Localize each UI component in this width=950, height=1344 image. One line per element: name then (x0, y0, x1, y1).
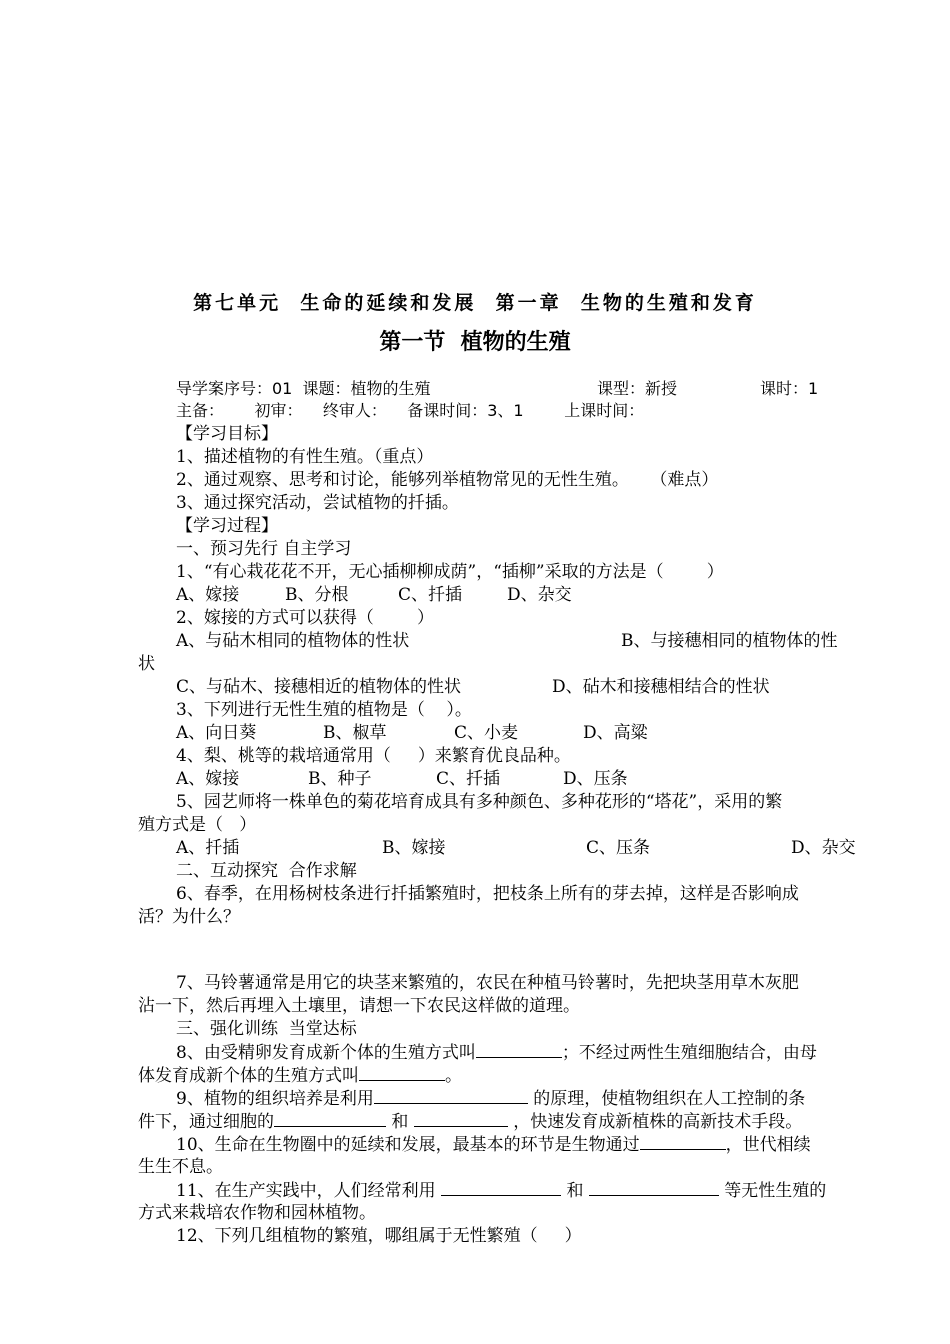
answer-blank[interactable] (441, 1179, 561, 1196)
answer-blank[interactable] (374, 1087, 528, 1104)
option: A、向日葵 (176, 723, 257, 743)
question-10: 10、生命在生物圈中的延续和发展，最基本的环节是生物通过 ，世代相续 (176, 1135, 811, 1155)
answer-blank[interactable] (274, 1110, 386, 1127)
answer-blank[interactable] (589, 1179, 719, 1196)
answer-blank[interactable] (359, 1064, 445, 1081)
info-staff: 主备： 初审： 终审人： 备课时间：3、1 上课时间： (176, 401, 645, 420)
part-three-heading: 三、强化训练 当堂达标 (176, 1019, 357, 1039)
option: B、嫁接 (382, 838, 446, 858)
question-5-cont: 殖方式是（ ） (138, 815, 257, 835)
option: C、扦插 (398, 585, 463, 605)
option: A、与砧木相同的植物体的性状 (176, 631, 410, 651)
goals-heading: 【学习目标】 (176, 424, 278, 444)
part-one-heading: 一、预习先行 自主学习 (176, 539, 352, 559)
option: D、高粱 (583, 723, 648, 743)
option: B、种子 (308, 769, 372, 789)
question-12: 12、下列几组植物的繁殖，哪组属于无性繁殖（ ） (176, 1226, 582, 1246)
question-7-cont: 沾一下，然后再埋入土壤里，请想一下农民这样做的道理。 (138, 996, 580, 1016)
goal-item: 2、通过观察、思考和讨论，能够列举植物常见的无性生殖。 （难点） (176, 470, 719, 490)
question-7: 7、马铃薯通常是用它的块茎来繁殖的，农民在种植马铃薯时，先把块茎用草木灰肥 (176, 973, 799, 993)
question-6: 6、春季，在用杨树枝条进行扦插繁殖时，把枝条上所有的芽去掉，这样是否影响成 (176, 884, 799, 904)
option: A、嫁接 (176, 769, 240, 789)
option: C、与砧木、接穗相近的植物体的性状 (176, 677, 462, 697)
question-3: 3、下列进行无性生殖的植物是（ ）。 (176, 700, 472, 720)
option: D、压条 (563, 769, 628, 789)
question-8: 8、由受精卵发育成新个体的生殖方式叫 ；不经过两性生殖细胞结合，由母 (176, 1043, 817, 1063)
option: A、扦插 (176, 838, 240, 858)
question-11: 11、在生产实践中，人们经常利用 和 等无性生殖的 (176, 1181, 827, 1201)
option: C、压条 (586, 838, 651, 858)
question-4: 4、梨、桃等的栽培通常用（ ）来繁育优良品种。 (176, 746, 571, 766)
option: D、杂交 (791, 838, 856, 858)
option: D、砧木和接穗相结合的性状 (552, 677, 770, 697)
unit-title: 第七单元 生命的延续和发展 第一章 生物的生殖和发育 (193, 292, 757, 314)
answer-blank[interactable] (476, 1041, 562, 1058)
info-type: 课型：新授 (597, 379, 678, 398)
question-2: 2、嫁接的方式可以获得（ ） (176, 608, 435, 628)
answer-blank[interactable] (414, 1110, 508, 1127)
process-heading: 【学习过程】 (176, 516, 278, 536)
question-1: 1、“有心栽花花不开，无心插柳柳成荫”，“插柳”采取的方法是（ ） (176, 562, 724, 582)
option: B、与接穗相同的植物体的性 (621, 631, 838, 651)
part-two-heading: 二、互动探究 合作求解 (176, 861, 357, 881)
option: C、扦插 (436, 769, 501, 789)
info-lesson: 导学案序号：01 课题：植物的生殖 (176, 379, 431, 398)
goal-item: 3、通过探究活动，尝试植物的扦插。 (176, 493, 459, 513)
option: A、嫁接 (176, 585, 240, 605)
option-continued: 状 (138, 654, 155, 674)
option: B、分根 (285, 585, 349, 605)
answer-blank[interactable] (640, 1133, 726, 1150)
question-5: 5、园艺师将一株单色的菊花培育成具有多种颜色、多种花形的“塔花”，采用的繁 (176, 792, 783, 812)
goal-item: 1、描述植物的有性生殖。（重点） (176, 447, 434, 467)
question-9-cont: 件下，通过细胞的 和 ，快速发育成新植株的高新技术手段。 (138, 1112, 803, 1132)
question-6-cont: 活？为什么？ (138, 907, 240, 927)
info-period: 课时：1 (760, 379, 819, 398)
option: B、椒草 (323, 723, 387, 743)
section-title: 第一节 植物的生殖 (379, 330, 571, 355)
question-11-cont: 方式来栽培农作物和园林植物。 (138, 1203, 376, 1223)
option: D、杂交 (507, 585, 572, 605)
question-10-cont: 生生不息。 (138, 1157, 223, 1177)
question-9: 9、植物的组织培养是利用 的原理，使植物组织在人工控制的条 (176, 1089, 806, 1109)
option: C、小麦 (454, 723, 519, 743)
question-8-cont: 体发育成新个体的生殖方式叫 。 (138, 1066, 462, 1086)
